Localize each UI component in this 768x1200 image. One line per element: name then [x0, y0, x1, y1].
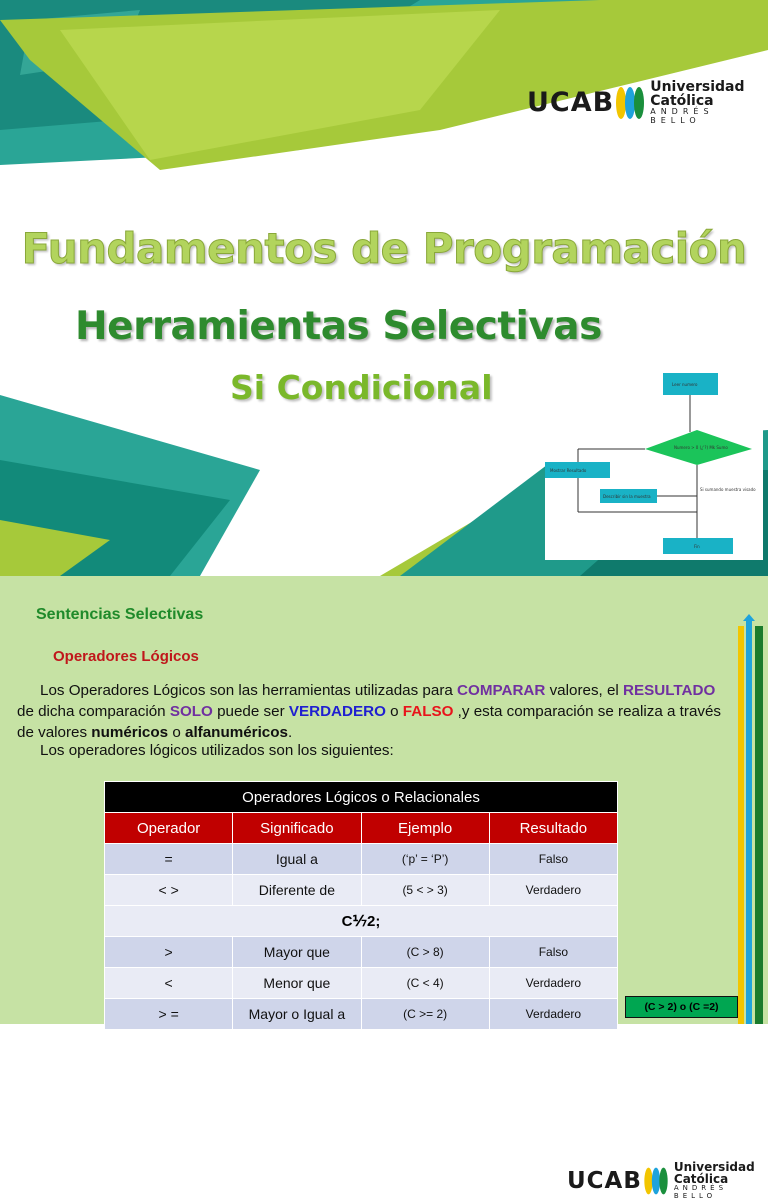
- table-cell: Falso: [489, 937, 617, 968]
- table-cell: >: [105, 937, 233, 968]
- table-cell: (5 < > 3): [361, 875, 489, 906]
- keyword-resultado: RESULTADO: [623, 682, 716, 699]
- ucab-emblem-icon: [614, 85, 646, 121]
- table-cell: (C >= 2): [361, 999, 489, 1030]
- table-cell: Menor que: [233, 968, 361, 999]
- table-cell: =: [105, 844, 233, 875]
- table-cell: Verdadero: [489, 875, 617, 906]
- operators-table: [104, 781, 618, 1030]
- logo-subtitle: ANDRÉS BELLO: [650, 107, 714, 125]
- ucab-emblem-icon: [642, 1166, 670, 1196]
- logo-acronym: UCAB: [527, 87, 615, 119]
- flowchart: [545, 370, 763, 560]
- table-row: [105, 937, 618, 968]
- keyword-falso: FALSO: [402, 703, 454, 720]
- logo-subtitle: ANDRÉS BELLO: [673, 1184, 728, 1200]
- ucab-logo-small: [567, 1161, 768, 1200]
- table-cell: (‘p’ = ‘P’): [361, 844, 489, 875]
- table-row: [105, 875, 618, 906]
- column-header: Resultado: [489, 813, 617, 844]
- assignment-row: C⅐2;: [105, 906, 618, 937]
- table-row: [105, 906, 618, 937]
- table-cell: (C < 4): [361, 968, 489, 999]
- page-subtitle: Herramientas Selectivas: [75, 304, 602, 349]
- logo-acronym: UCAB: [567, 1167, 642, 1194]
- content-slide: [0, 576, 768, 1200]
- table-row: [105, 999, 618, 1030]
- column-header: Significado: [233, 813, 361, 844]
- keyword-verdadero: VERDADERO: [288, 703, 386, 720]
- table-cell: Igual a: [233, 844, 361, 875]
- keyword-comparar: COMPARAR: [457, 682, 546, 699]
- table-cell: > =: [105, 999, 233, 1030]
- table-cell: Verdadero: [489, 999, 617, 1030]
- section-title: Sentencias Selectivas: [36, 606, 204, 623]
- ucab-logo: [527, 80, 768, 126]
- table-cell: Verdadero: [489, 968, 617, 999]
- table-cell: Falso: [489, 844, 617, 875]
- page-subtitle-secondary: Si Condicional: [230, 368, 493, 407]
- table-row: [105, 968, 618, 999]
- page-title: Fundamentos de Programación: [21, 224, 747, 273]
- flow-end-label: Fin: [694, 544, 700, 549]
- keyword-solo: SOLO: [169, 703, 213, 720]
- list-intro: Los operadores lógicos utilizados son los siguientes:: [40, 742, 394, 759]
- table-caption: Operadores Lógicos o Relacionales: [105, 782, 618, 813]
- keyword-alfanumericos: alfanuméricos: [185, 724, 288, 741]
- logo-university: Universidad Católica: [650, 79, 745, 109]
- table-cell: < >: [105, 875, 233, 906]
- flow-right-note: Si sumando muestra visado: [700, 487, 756, 492]
- flow-left-box-label: Mostrar Resultado: [550, 468, 587, 473]
- column-header: Ejemplo: [361, 813, 489, 844]
- flow-start-label: Leer numero: [672, 382, 698, 387]
- keyword-numericos: numéricos: [91, 724, 169, 741]
- table-cell: <: [105, 968, 233, 999]
- table-row: [105, 844, 618, 875]
- column-header: Operador: [105, 813, 233, 844]
- flow-middle-box-label: Describir sin la muestra: [603, 494, 651, 499]
- table-cell: Mayor o Igual a: [233, 999, 361, 1030]
- table-cell: (C > 8): [361, 937, 489, 968]
- example-callout: (C > 2) o (C =2): [625, 996, 738, 1018]
- intro-paragraph: Los Operadores Lógicos son las herramientas utilizadas para COMPARAR valores, el RESULTADO de dicha comparación SOLO puede ser VERDADERO o FALSO ,y esta comparación se realiza a través de valores numéricos o alfanuméricos.: [17, 682, 722, 741]
- title-slide: [0, 0, 768, 576]
- logo-university: Universidad Católica: [673, 1160, 755, 1186]
- table-cell: Mayor que: [233, 937, 361, 968]
- table-cell: Diferente de: [233, 875, 361, 906]
- flow-decision-label: Numero > 0 (¿'?) Mk Sumo: [674, 445, 728, 450]
- section-subtitle: Operadores Lógicos: [53, 648, 199, 665]
